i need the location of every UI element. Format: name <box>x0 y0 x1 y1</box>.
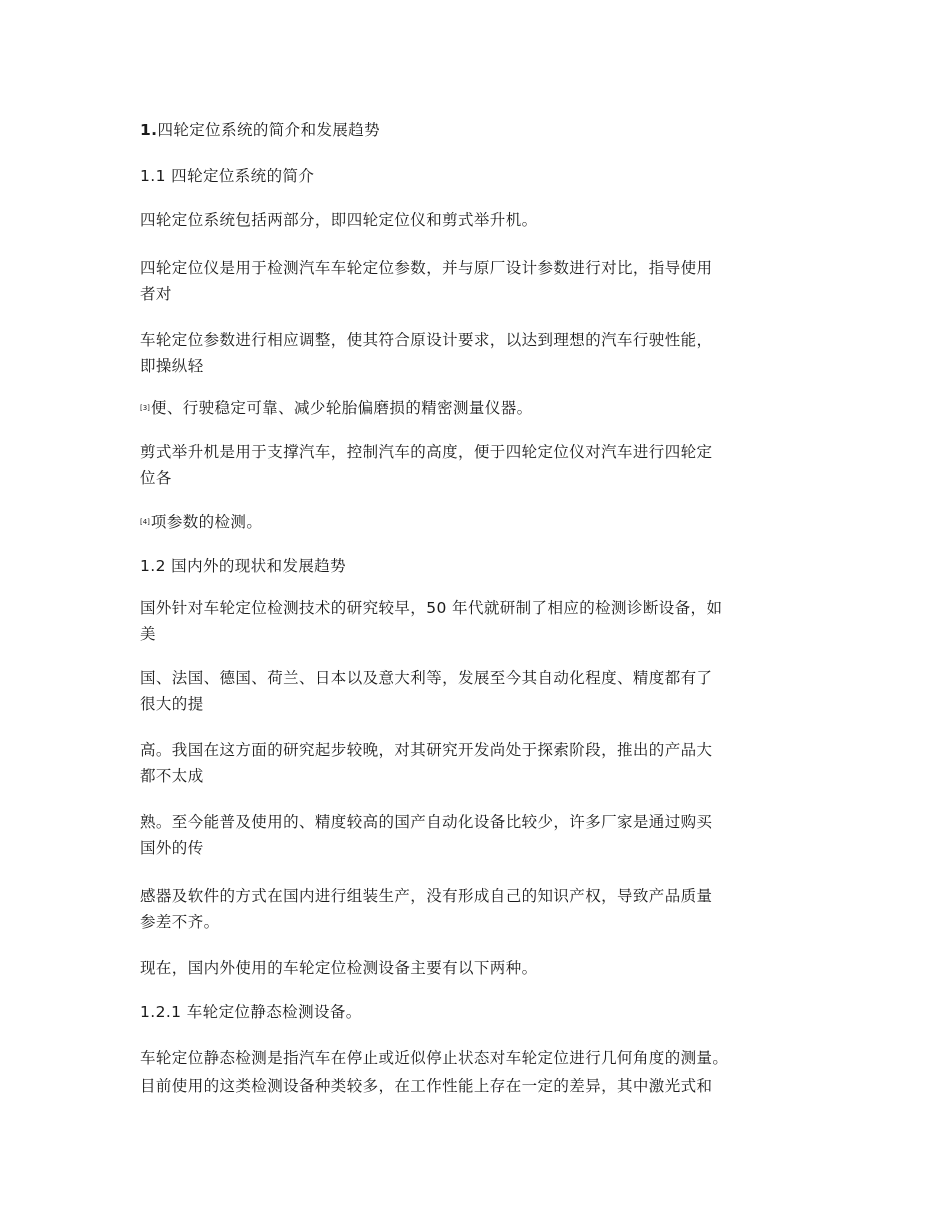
paragraph-line: 参差不齐。 <box>140 913 220 931</box>
paragraph-line: 国外针对车轮定位检测技术的研究较早，50 年代就研制了相应的检测诊断设备，如 <box>140 599 723 617</box>
paragraph-line: 高。我国在这方面的研究起步较晚，对其研究开发尚处于探索阶段，推出的产品大 <box>140 741 713 759</box>
heading-1-2-1: 1.2.1 车轮定位静态检测设备。 <box>140 1003 362 1021</box>
paragraph-line: 熟。至今能普及使用的、精度较高的国产自动化设备比较少，许多厂家是通过购买 <box>140 813 713 831</box>
heading-text: 四轮定位系统的简介和发展趋势 <box>157 121 381 139</box>
heading-number: 1. <box>140 121 158 139</box>
paragraph-line: 四轮定位仪是用于检测汽车车轮定位参数，并与原厂设计参数进行对比，指导使用 <box>140 259 713 277</box>
paragraph-line <box>140 510 262 532</box>
citation-ref: [4] <box>140 518 150 526</box>
heading-1-1: 1.1 四轮定位系统的简介 <box>140 167 315 185</box>
citation-ref: [3] <box>140 404 150 412</box>
paragraph-line: 感器及软件的方式在国内进行组装生产，没有形成自己的知识产权，导致产品质量 <box>140 887 713 905</box>
paragraph-line <box>140 396 533 418</box>
paragraph-line: 国外的传 <box>140 839 204 857</box>
heading-1-2: 1.2 国内外的现状和发展趋势 <box>140 557 347 575</box>
paragraph-line: 四轮定位系统包括两部分，即四轮定位仪和剪式举升机。 <box>140 211 538 229</box>
paragraph-line: 车轮定位参数进行相应调整，使其符合原设计要求，以达到理想的汽车行驶性能， <box>140 331 713 349</box>
paragraph-line: 很大的提 <box>140 695 204 713</box>
paragraph-line: 者对 <box>140 285 172 303</box>
paragraph-line: 美 <box>140 625 156 643</box>
paragraph-line: 目前使用的这类检测设备种类较多，在工作性能上存在一定的差异，其中激光式和 <box>140 1077 713 1095</box>
paragraph-line: 位各 <box>140 469 172 487</box>
paragraph-line: 即操纵轻 <box>140 357 204 375</box>
paragraph-line: 都不太成 <box>140 767 204 785</box>
paragraph-text: 便、行驶稳定可靠、减少轮胎偏磨损的精密测量仪器。 <box>150 399 533 417</box>
paragraph-line: 剪式举升机是用于支撑汽车，控制汽车的高度，便于四轮定位仪对汽车进行四轮定 <box>140 443 713 461</box>
heading-1 <box>140 118 380 140</box>
paragraph-text: 项参数的检测。 <box>150 513 263 531</box>
paragraph-line: 现在，国内外使用的车轮定位检测设备主要有以下两种。 <box>140 959 538 977</box>
paragraph-line: 国、法国、德国、荷兰、日本以及意大利等，发展至今其自动化程度、精度都有了 <box>140 669 713 687</box>
paragraph-line: 车轮定位静态检测是指汽车在停止或近似停止状态对车轮定位进行几何角度的测量。 <box>140 1049 729 1067</box>
